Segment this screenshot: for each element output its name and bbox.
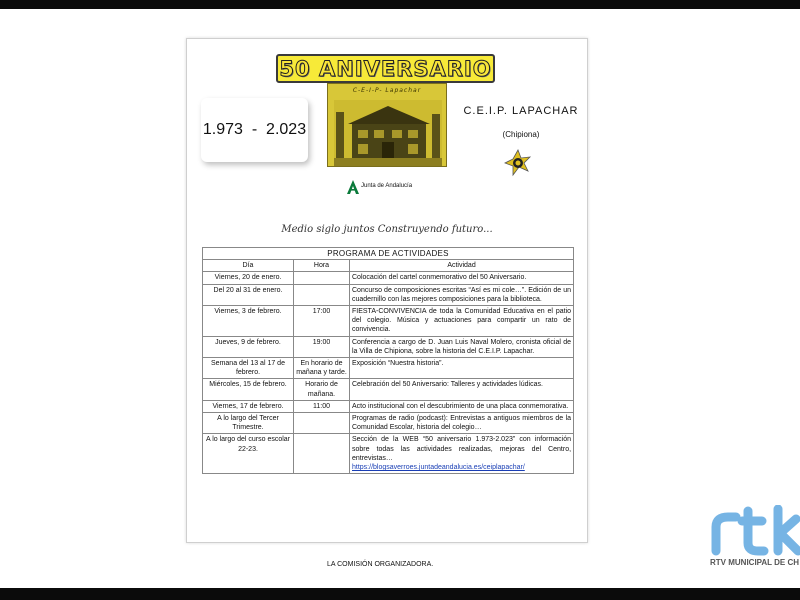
broadcaster-label: RTV MUNICIPAL DE CH — [710, 558, 800, 567]
row-activity-text: Sección de la WEB “50 aniversario 1.973-2.023” con información sobre todas las actividades realizadas, mejoras del Centro, entrevistas… — [352, 436, 572, 462]
row-day: Semana del 13 al 17 de febrero. — [203, 358, 294, 379]
header-activity: Actividad — [350, 260, 574, 272]
row-time — [294, 284, 350, 305]
table-row — [203, 272, 574, 284]
junta-andalucia-label: Junta de Andalucía — [361, 183, 413, 189]
row-activity: FIESTA-CONVIVENCIA de toda la Comunidad Educativa en el patio del colegio. Música y actuaciones para compartir un rato de convivencia. — [350, 306, 574, 337]
anniversary-banner: 50 ANIVERSARIO — [276, 54, 495, 83]
row-day: A lo largo del Tercer Trimestre. — [203, 413, 294, 434]
rtv-logo-icon — [708, 505, 800, 557]
header-day: Día — [203, 260, 294, 272]
motto: Medio siglo juntos Construyendo futuro... — [281, 224, 493, 235]
top-letterbox-bar — [0, 0, 800, 9]
school-name: C.E.I.P. LAPACHAR — [463, 105, 579, 117]
school-crest-icon — [503, 149, 533, 179]
row-day: Del 20 al 31 de enero. — [203, 284, 294, 305]
junta-andalucia-logo — [347, 180, 359, 194]
row-activity: Programas de radio (podcast): Entrevistas a antiguos miembros de la Comunidad Escolar, historia del colegio… — [350, 413, 574, 434]
school-town: (Chipiona) — [502, 130, 540, 139]
table-row — [203, 284, 574, 305]
row-time — [294, 413, 350, 434]
row-day: Miércoles, 15 de febrero. — [203, 379, 294, 400]
row-activity — [350, 434, 574, 474]
row-activity: Acto institucional con el descubrimiento de una placa conmemorativa. — [350, 400, 574, 412]
row-day: Viernes, 20 de enero. — [203, 272, 294, 284]
row-activity: Colocación del cartel conmemorativo del 50 Aniversario. — [350, 272, 574, 284]
years-box: 1.973 - 2.023 — [201, 98, 308, 162]
poster-page — [186, 38, 588, 543]
row-time — [294, 272, 350, 284]
table-row — [203, 400, 574, 412]
photo-caption: C-E-I-P- Lapachar — [352, 87, 422, 94]
table-row — [203, 358, 574, 379]
row-day: Viernes, 3 de febrero. — [203, 306, 294, 337]
table-row — [203, 434, 574, 474]
row-time: 11:00 — [294, 400, 350, 412]
row-time — [294, 434, 350, 474]
school-photo — [327, 83, 447, 167]
row-activity: Celebración del 50 Aniversario: Talleres y actividades lúdicas. — [350, 379, 574, 400]
row-day: A lo largo del curso escolar 22-23. — [203, 434, 294, 474]
table-row — [203, 336, 574, 357]
row-day: Viernes, 17 de febrero. — [203, 400, 294, 412]
row-time: 19:00 — [294, 336, 350, 357]
table-row — [203, 379, 574, 400]
web-link[interactable]: https://blogsaverroes.juntadeandalucia.es/ceiplapachar/ — [352, 464, 525, 472]
row-time: 17:00 — [294, 306, 350, 337]
activities-table — [202, 247, 574, 474]
table-row — [203, 413, 574, 434]
row-activity: Conferencia a cargo de D. Juan Luis Naval Molero, cronista oficial de la Villa de Chipiona, sobre la historia del C.E.I.P. Lapachar. — [350, 336, 574, 357]
row-day: Jueves, 9 de febrero. — [203, 336, 294, 357]
table-row — [203, 306, 574, 337]
row-time: Horario de mañana. — [294, 379, 350, 400]
school-building-image — [334, 100, 442, 166]
row-activity: Exposición “Nuestra historia”. — [350, 358, 574, 379]
row-time: En horario de mañana y tarde. — [294, 358, 350, 379]
header-time: Hora — [294, 260, 350, 272]
bottom-letterbox-bar — [0, 588, 800, 600]
row-activity: Concurso de composiciones escritas “Así es mi cole…”. Edición de un cuadernillo con las mejores composiciones para la biblioteca. — [350, 284, 574, 305]
table-title: PROGRAMA DE ACTIVIDADES — [203, 248, 574, 260]
committee-signature: LA COMISIÓN ORGANIZADORA. — [327, 561, 434, 568]
